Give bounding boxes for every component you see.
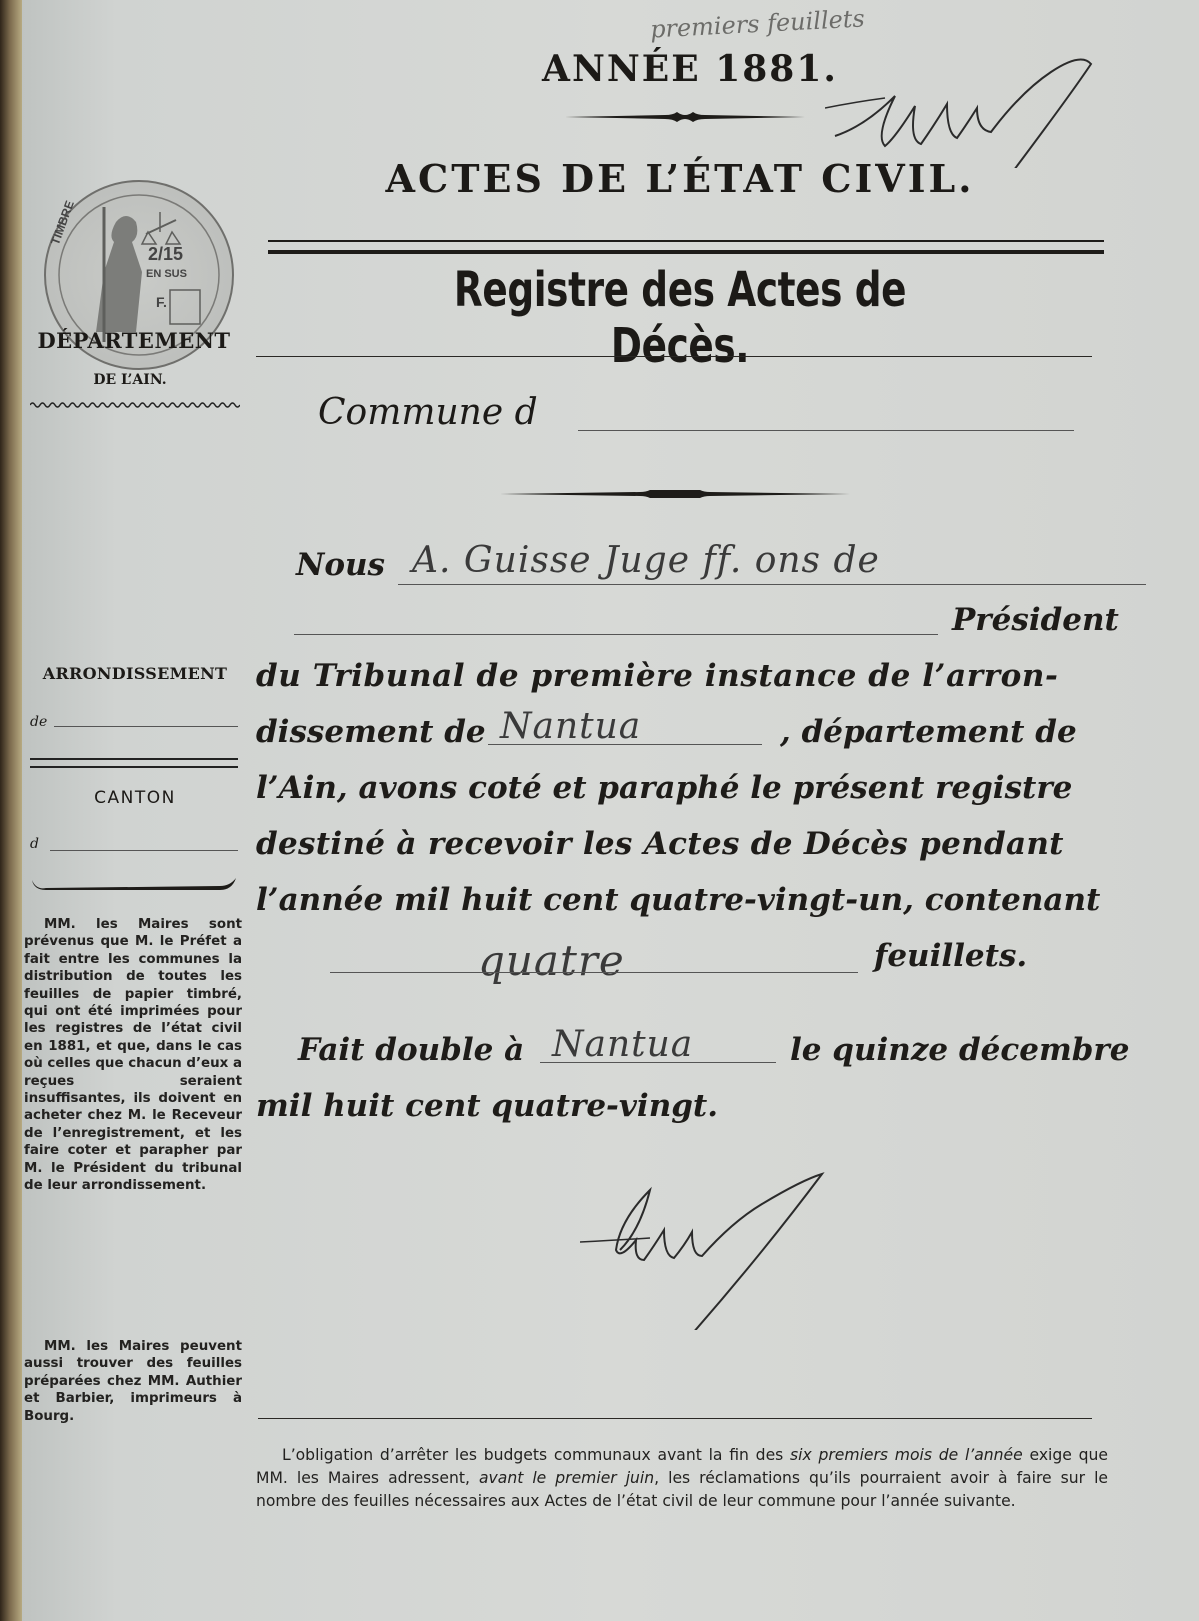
ornament-rule [565,110,805,124]
footer-part2: exige que MM. les Maires adressent, [256,1446,1108,1487]
stamp-value: 2/15 [148,244,184,264]
wavy-divider [30,400,240,410]
department-name: DE L’AIN. [93,372,167,388]
city-fill-rule-1 [488,744,762,745]
department-label: DÉPARTEMENT [37,328,231,353]
book-spine [0,0,22,1621]
handwritten-judge: A. Guisse Juge ff. ons de [412,540,880,581]
body-line-10: mil huit cent quatre-vingt. [256,1088,719,1124]
swash-divider [30,876,240,894]
main-title: ACTES DE L’ÉTAT CIVIL. [385,156,975,201]
sidebar-notice-stamped-paper [24,916,242,1195]
handwritten-city-2: Nantua [552,1024,694,1065]
canton-label: CANTON [94,788,176,808]
commune-label: Commune d [318,392,538,433]
sidebar-notice-printers [24,1338,242,1425]
footer-rule [258,1418,1092,1419]
year-title: ANNÉE 1881. [542,48,838,90]
center-ornament [500,486,850,502]
notice2-text: MM. les Maires peuvent aussi trouver des feuilles préparées chez MM. Authier et Barbier, imprimeurs à Bourg. [24,1339,242,1424]
stamp-unit: EN SUS [146,268,187,280]
arrondissement-de: de [30,714,48,730]
arrondissement-label: ARRONDISSEMENT [42,664,228,683]
footer-part1-em: six premiers mois de l’année [790,1446,1023,1464]
arrondissement-field [30,714,240,730]
stamp-word: TIMBRE [48,198,77,247]
body-line-4a: dissement de [256,714,486,750]
count-fill-rule [330,972,858,973]
stamp-letter: F. [156,294,167,310]
canton-d: d [30,836,39,852]
handwritten-city-1: Nantua [500,706,642,747]
body-line-6: destiné à recevoir les Actes de Décès pendant [256,826,1064,862]
title-rule [268,240,1104,254]
city-fill-rule-2 [540,1062,776,1063]
judge-fill-rule-2 [294,634,938,635]
body-line-3: du Tribunal de première instance de l’arron- [256,658,1059,694]
president-label: Président [952,602,1119,638]
canton-field [30,836,240,852]
commune-fill-rule [578,430,1074,431]
body-line-4b: , département de [780,714,1077,750]
footer-part2-em: avant le premier juin [479,1469,655,1487]
handwritten-count: quatre [478,936,625,985]
footer-notice [256,1444,1108,1513]
body-line-9a: Fait double à [298,1032,525,1068]
pencil-note: premiers feuillets [649,4,866,44]
signature-top [825,58,1115,168]
notice1-text: MM. les Maires sont prévenus que M. le Préfet a fait entre les communes la distribution de toutes les feuilles de papier timbré, qui ont été imprimées pour les registres de l’état civil en 1881, et que, dans le cas où celles que chacun d’eux a reçues seraient insuffisantes, ils doivent en acheter chez M. le Receveur de l’enregistrement, et les faire coter et parapher par M. le Président du tribunal de leur arrondissement. [24,917,242,1194]
feuillets-label: feuillets. [874,938,1028,974]
title-underline [256,356,1092,357]
register-title: Registre des Actes de Décès. [453,262,907,374]
signature-bottom [580,1150,900,1330]
body-line-7: l’année mil huit cent quatre-vingt-un, contenant [256,882,1101,918]
double-divider [30,758,238,768]
footer-text [256,1444,1108,1513]
body-line-9b: le quinze décembre [790,1032,1130,1068]
nous-label: Nous [296,547,386,583]
footer-part1: L’obligation d’arrêter les budgets communaux avant la fin des [282,1446,791,1464]
judge-fill-rule [398,584,1146,585]
footer-part3: , les réclamations qu’ils pourraient avoir à faire sur le nombre des feuilles nécessaires aux Actes de l’état civil de leur commune pour l’année suivante. [256,1469,1108,1510]
body-line-5: l’Ain, avons coté et paraphé le présent registre [256,770,1073,806]
